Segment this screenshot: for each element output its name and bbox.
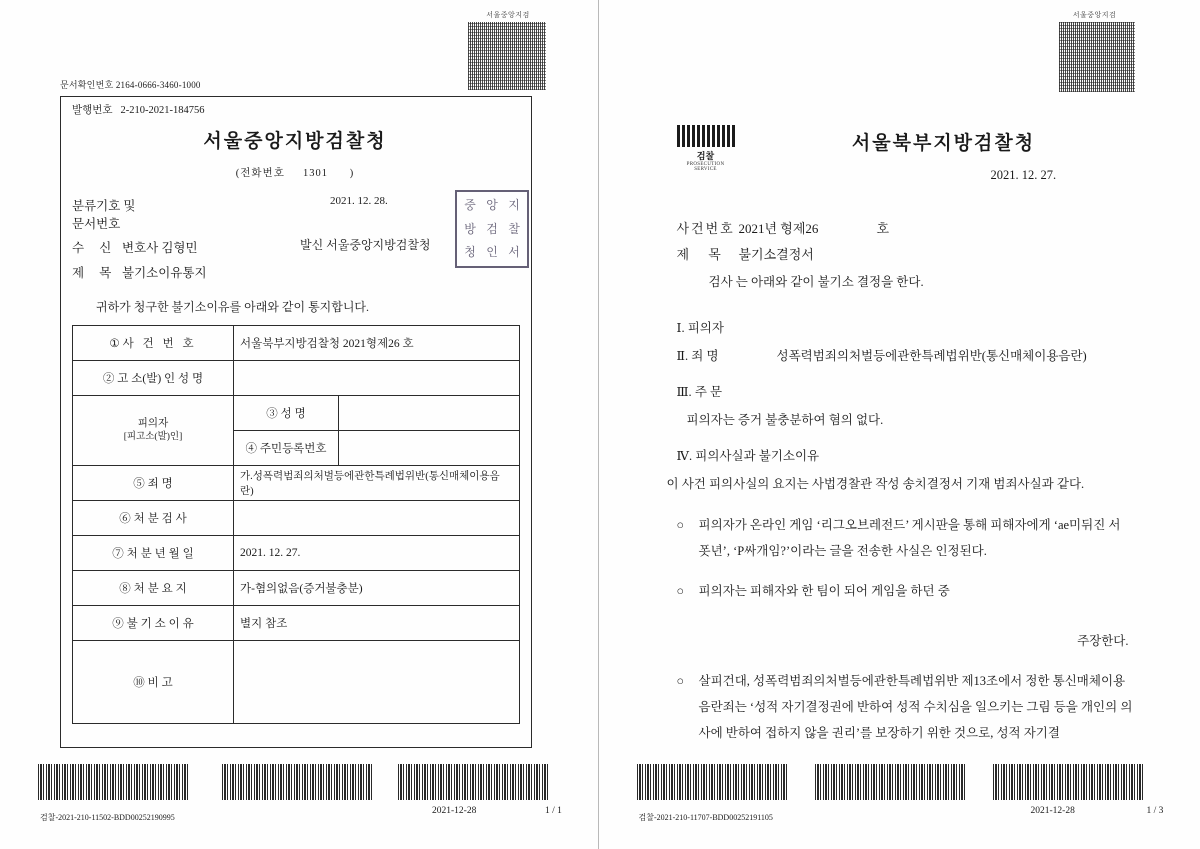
document-page-left	[0, 0, 599, 849]
table-row	[73, 641, 520, 724]
issue-number-value: 2-210-2021-184756	[120, 105, 205, 116]
row-2-value	[339, 396, 520, 431]
doc-confirm-label: 문서확인번호	[60, 80, 114, 90]
emblem-english-label: PROSECUTION SERVICE	[686, 162, 725, 172]
row-6-value: 2021. 12. 27.	[234, 536, 520, 571]
section-1-label: 피의자	[687, 321, 724, 335]
section-3-value: 피의자는 증거 불충분하여 혐의 없다.	[686, 413, 884, 427]
row-4-no: ⑤	[133, 478, 145, 490]
classification-line-2: 문서번호	[72, 217, 121, 231]
section-4-no: Ⅳ.	[676, 449, 693, 463]
row-5-value	[234, 501, 520, 536]
row-9-value	[234, 641, 520, 724]
phone-line	[60, 165, 530, 180]
row-0-value: 서울북부지방검찰청 2021형제26 호	[234, 326, 520, 361]
row-7-no: ⑧	[119, 583, 131, 595]
doc-confirm-number: 2164-0666-3460-1000	[115, 80, 201, 90]
subject-label: 제 목	[72, 266, 118, 280]
classification-line-1: 분류기호 및	[72, 199, 136, 213]
row-0-label: 사 건 번 호	[122, 338, 197, 350]
issue-number-label: 발행번호	[72, 105, 113, 116]
row-7-label: 처 분 요 지	[133, 583, 187, 595]
section-4-value: 이 사건 피의사실의 요지는 사법경찰관 작성 송치결정서 기재 범죄사실과 같다.	[666, 477, 1085, 491]
row-4-label: 죄 명	[147, 478, 173, 490]
sender-line: 발신 서울중앙지방검찰청	[300, 238, 431, 252]
left-issue-date: 2021. 12. 28.	[330, 195, 388, 207]
right-footer-page: 1 / 3	[1146, 806, 1164, 816]
prosecutor-statement: 검사 는 아래와 같이 불기소 결정을 한다.	[708, 275, 924, 289]
notice-detail-table	[72, 325, 520, 724]
right-footer-code: 검찰-2021-210-11707-BDD00252191105	[638, 813, 773, 822]
issue-number-line	[72, 102, 204, 117]
doc-confirm-line	[60, 78, 201, 91]
right-footer-barcode-2	[815, 764, 965, 800]
paragraph-3-text: 주장한다.	[1077, 634, 1129, 648]
section-3-label: 주 문	[694, 385, 723, 399]
row-8-value: 별지 참조	[234, 606, 520, 641]
paragraph-2-text: 피의자는 피해자와 한 팀이 되어 게임을 하던 중	[698, 584, 950, 598]
suspect-group-label: 피의자 [피고소(발)인]	[73, 396, 234, 466]
row-1-label: 고 소(발) 인 성 명	[117, 373, 204, 385]
left-top-stamp-label: 서울중앙지검	[486, 11, 530, 19]
seal-char-5: 찰	[508, 221, 520, 236]
right-office-title: 서울북부지방검찰청	[851, 133, 1036, 154]
seal-char-8: 서	[508, 245, 520, 260]
right-subject-label: 제 목	[676, 247, 729, 262]
phone-label: (전화번호	[235, 168, 285, 179]
emblem-bars-icon	[677, 125, 735, 147]
row-3-value	[339, 431, 520, 466]
table-row	[73, 361, 520, 396]
left-top-stamp-blot	[468, 22, 546, 90]
right-top-stamp-label: 서울중앙지검	[1072, 11, 1117, 19]
right-case-label: 사건번호	[676, 221, 735, 236]
reason-paragraph-2	[676, 578, 1129, 604]
document-page-right	[599, 0, 1200, 849]
notice-text: 귀하가 청구한 불기소이유를 아래와 같이 통지합니다.	[96, 300, 370, 314]
receiver-value: 변호사 김형민	[122, 241, 198, 255]
footer-barcode-3	[398, 764, 548, 800]
table-row	[73, 571, 520, 606]
table-row	[73, 396, 520, 431]
left-footer-code: 검찰-2021-210-11502-BDD00252190995	[40, 813, 175, 822]
seal-char-4: 검	[486, 221, 498, 236]
row-9-no: ⑩	[133, 677, 145, 689]
row-0-no: ①	[109, 338, 120, 350]
right-subject-value: 불기소결정서	[738, 247, 814, 262]
right-case-suffix: 호	[876, 221, 890, 236]
seal-char-3: 방	[464, 221, 476, 236]
emblem-korean-label: 검찰	[696, 151, 715, 161]
section-2-label: 죄 명	[691, 349, 719, 363]
right-decision-date: 2021. 12. 27.	[990, 168, 1057, 182]
row-5-no: ⑥	[119, 513, 131, 525]
section-4	[677, 446, 820, 464]
section-1-no: Ⅰ.	[676, 321, 685, 335]
official-seal	[455, 190, 529, 268]
subject-value: 불기소이유통지	[122, 266, 207, 280]
right-case-value: 2021년 형제26	[738, 221, 819, 236]
row-4-value: 가.성폭력범죄의처벌등에관한특례법위반(통신매체이용음란)	[234, 466, 520, 501]
row-2-label: 성 명	[280, 408, 306, 420]
row-6-no: ⑦	[112, 548, 124, 560]
row-9-label: 비 고	[147, 677, 173, 689]
left-footer-date: 2021-12-28	[432, 806, 477, 816]
reason-paragraph-1	[676, 512, 1129, 564]
paragraph-4-bullet: ○	[676, 674, 685, 688]
phone-close-paren: )	[349, 168, 355, 179]
row-3-label: 주민등록번호	[259, 443, 327, 455]
right-top-stamp-blot	[1059, 22, 1135, 92]
seal-char-0: 중	[464, 198, 476, 213]
left-footer-page: 1 / 1	[545, 806, 562, 816]
receiver-label: 수 신	[72, 241, 118, 255]
row-8-label: 불 기 소 이 유	[126, 618, 194, 630]
section-4-label: 피의사실과 불기소이유	[695, 449, 820, 463]
reason-paragraph-3	[699, 628, 1129, 654]
section-2	[677, 346, 719, 364]
row-8-no: ⑨	[112, 618, 124, 630]
paragraph-1-text: 피의자가 온라인 게임 ‘리그오브레전드’ 게시판을 통해 피해자에게 ‘ae미뒤진 서폿년’, ‘P싸개임?’이라는 글을 전송한 사실은 인정된다.	[698, 518, 1121, 558]
paragraph-1-bullet: ○	[676, 518, 685, 532]
seal-char-7: 인	[486, 245, 498, 260]
table-row	[73, 501, 520, 536]
right-footer-barcode-1	[637, 764, 787, 800]
table-row	[73, 606, 520, 641]
section-2-no: Ⅱ.	[676, 349, 689, 363]
seal-char-6: 청	[464, 245, 476, 260]
row-7-value: 가-혐의없음(증거불충분)	[234, 571, 520, 606]
row-5-label: 처 분 검 사	[133, 513, 187, 525]
paragraph-4-text: 살피건대, 성폭력범죄의처벌등에관한특례법위반 제13조에서 정한 통신매체이용음란죄는 ‘성적 자기결정권에 반하여 성적 수치심을 일으키는 그림 등을 개인의 의사에 반하여 접하지 않을 권리’를 보장하기 위한 것으로, 성적 자기결	[698, 674, 1133, 740]
row-1-no: ②	[102, 373, 115, 385]
section-2-value: 성폭력범죄의처벌등에관한특례법위반(통신매체이용음란)	[776, 349, 1087, 363]
phone-number: 1301	[302, 168, 328, 179]
table-row	[73, 466, 520, 501]
section-3-no: Ⅲ.	[676, 385, 692, 399]
row-3-no: ④	[245, 443, 257, 455]
seal-char-2: 지	[508, 198, 520, 213]
section-3	[677, 382, 723, 400]
footer-barcode-2	[222, 764, 372, 800]
paragraph-2-bullet: ○	[676, 584, 685, 598]
section-1	[677, 318, 724, 336]
right-footer-barcode-3	[993, 764, 1143, 800]
table-row	[73, 536, 520, 571]
footer-barcode-1	[38, 764, 188, 800]
prosecution-emblem	[677, 125, 735, 172]
reason-paragraph-4	[676, 668, 1135, 746]
table-row	[73, 326, 520, 361]
row-2-no: ③	[266, 408, 278, 420]
seal-char-1: 앙	[486, 198, 498, 213]
row-1-value	[234, 361, 520, 396]
row-6-label: 처 분 년 월 일	[126, 548, 194, 560]
right-footer-date: 2021-12-28	[1030, 806, 1075, 816]
left-office-title: 서울중앙지방검찰청	[203, 131, 387, 152]
